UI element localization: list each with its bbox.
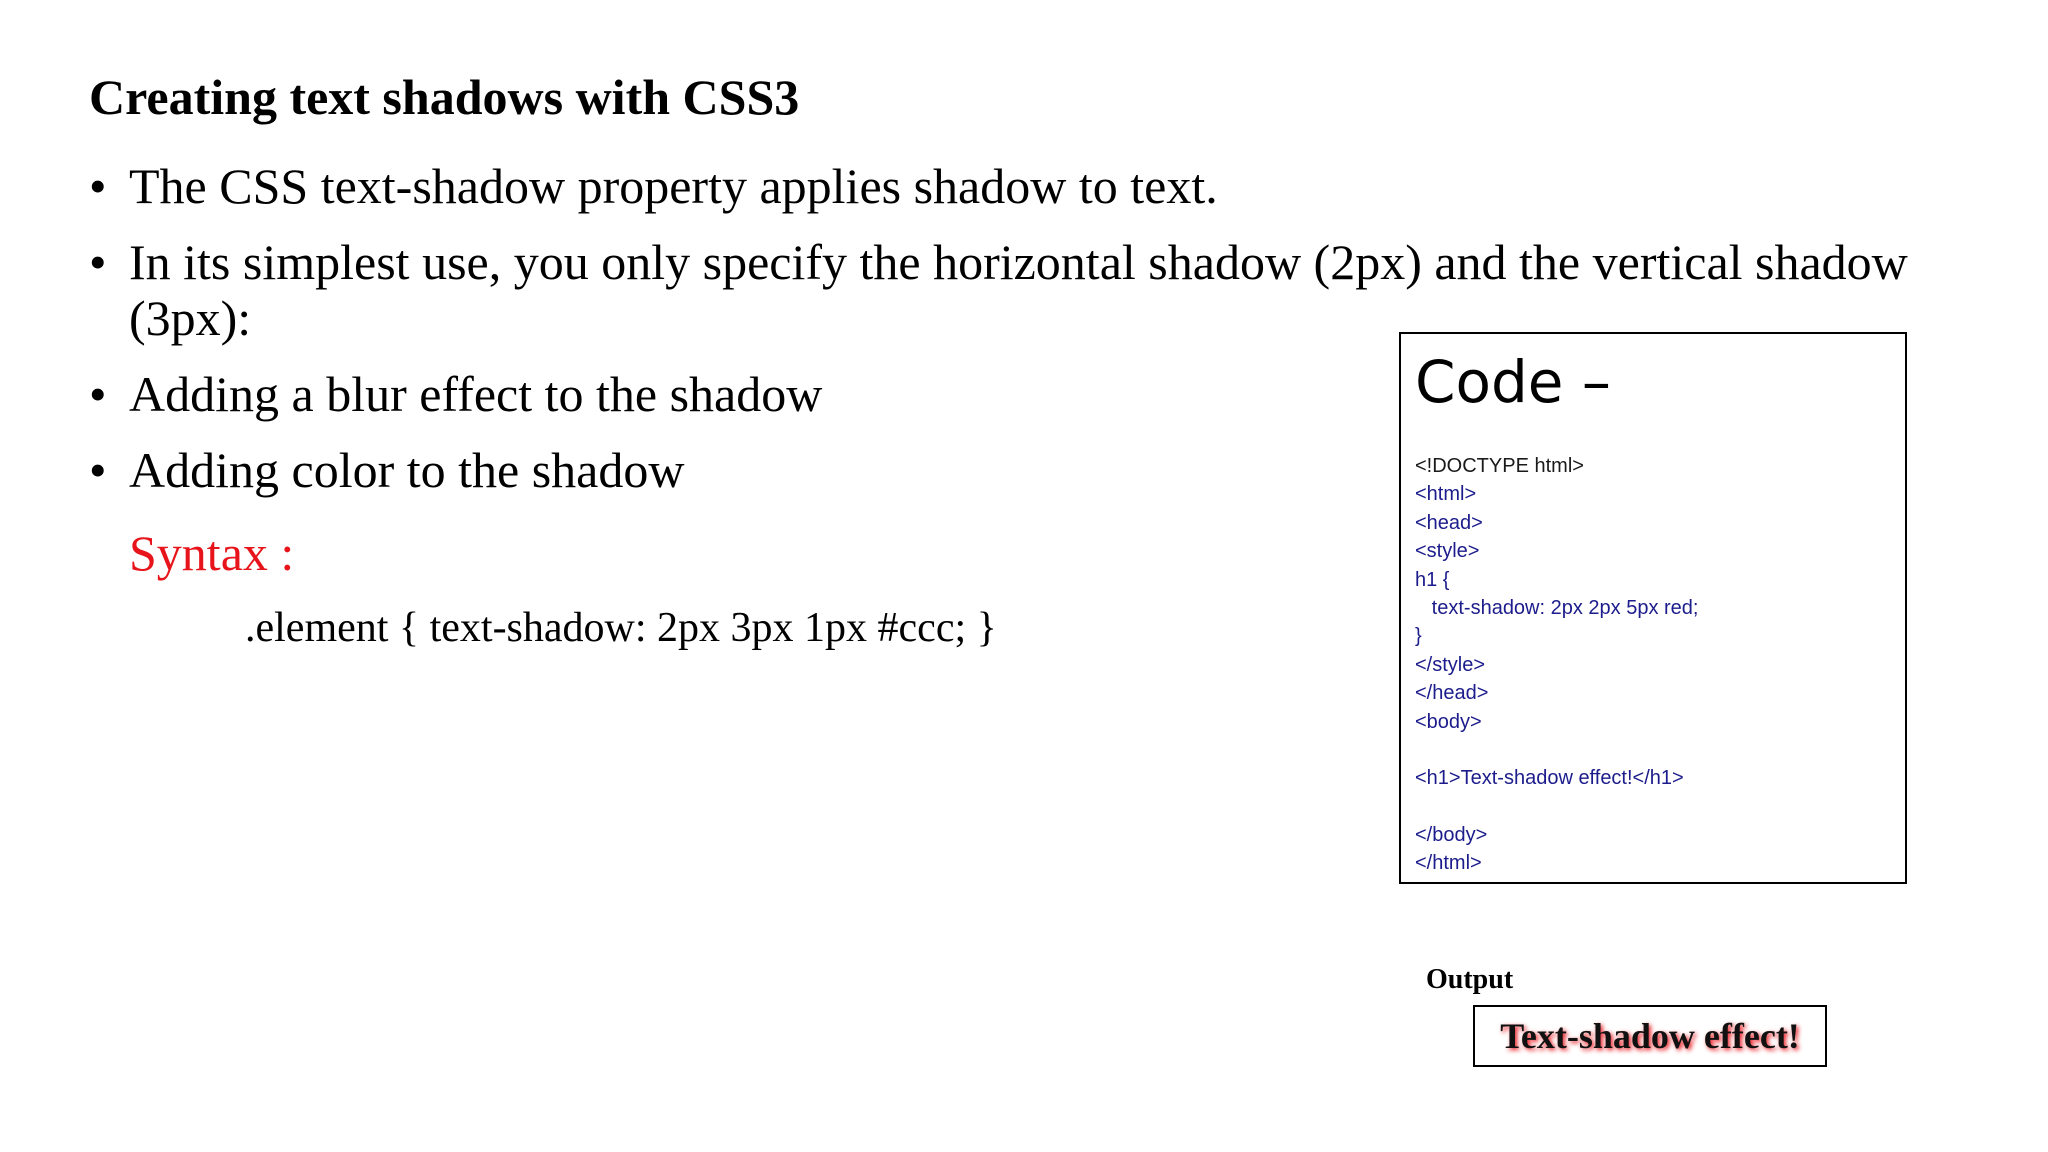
code-line: text-shadow: 2px 2px 5px red; (1415, 596, 1699, 619)
code-line: h1 { (1415, 568, 1450, 591)
code-line: <h1>Text-shadow effect!</h1> (1415, 767, 1684, 790)
output-text: Text-shadow effect! (1500, 1016, 1800, 1056)
code-panel-title: Code – (1415, 348, 1611, 416)
code-listing (1415, 452, 1699, 878)
code-line: <html> (1415, 483, 1477, 506)
bullet-dot: • (89, 442, 107, 498)
code-line (1415, 793, 1699, 821)
bullet-dot: • (89, 234, 107, 290)
bullet-text: In its simplest use, you only specify the horizontal shadow (2px) and the vertical shadow (3px): (129, 234, 1908, 346)
code-line: <body> (1415, 710, 1482, 733)
output-label: Output (1426, 964, 1514, 995)
syntax-label: Syntax : (129, 525, 295, 581)
syntax-code: .element { text-shadow: 2px 3px 1px #ccc; } (245, 605, 997, 651)
code-line: </body> (1415, 824, 1488, 847)
code-line: </head> (1415, 682, 1489, 705)
code-line: <!DOCTYPE html> (1415, 455, 1584, 477)
code-line: </html> (1415, 852, 1482, 875)
slide-title: Creating text shadows with CSS3 (89, 69, 800, 125)
bullet-text: Adding a blur effect to the shadow (129, 366, 823, 422)
bullet-text: The CSS text-shadow property applies shadow to text. (129, 158, 1218, 214)
bullet-text: Adding color to the shadow (129, 442, 685, 498)
output-preview (1473, 1005, 1827, 1067)
bullet-item (89, 158, 1989, 214)
bullet-dot: • (89, 158, 107, 214)
code-line: <head> (1415, 511, 1483, 534)
bullet-dot: • (89, 366, 107, 422)
code-line: </style> (1415, 653, 1486, 676)
bullet-item (89, 234, 1989, 346)
code-line (1415, 736, 1699, 764)
code-line: } (1415, 625, 1422, 648)
code-panel (1399, 332, 1907, 884)
code-line: <style> (1415, 540, 1480, 563)
